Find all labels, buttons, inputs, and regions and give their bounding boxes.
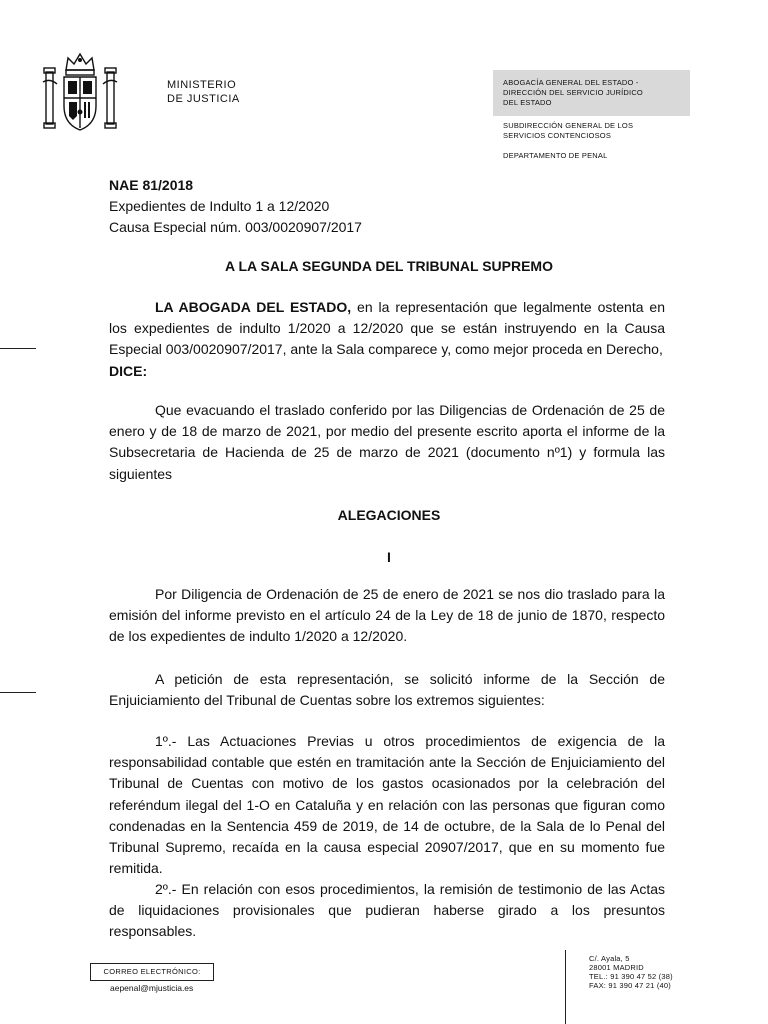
address-line-2: 28001 MADRID	[589, 963, 644, 972]
nae-reference: NAE 81/2018	[109, 177, 194, 193]
paragraph-3	[109, 669, 665, 711]
case-references	[109, 175, 362, 238]
addressee-heading: A LA SALA SEGUNDA DEL TRIBUNAL SUPREMO	[225, 258, 553, 274]
paragraph-1	[109, 400, 665, 485]
agency-line-3: DEL ESTADO	[503, 98, 552, 107]
ministry-name	[167, 78, 240, 106]
intro-text: en la representación que legalmente ostenta en los expedientes de indulto 1/2020 a 12/2020 que se están instruyendo en la Causa Especial 003/0020907/2017, ante la Sala comparece y, como mejor proceda en Derecho,	[109, 299, 666, 358]
subdir-line-1: SUBDIRECCIÓN GENERAL DE LOS	[503, 121, 634, 130]
paragraph-1-text: Que evacuando el traslado conferido por las Diligencias de Ordenación de 25 de enero y de 18 de marzo de 2021, por medio del presente escrito aporta el informe de la Subsecretaria de Hacienda de 25 de marzo de 2021 (documento nº1) y formula las siguientes	[109, 402, 665, 482]
paragraph-4-text: 1º.- Las Actuaciones Previas u otros procedimientos de exigencia de la responsabilidad contable que estén en tramitación ante la Sección de Enjuiciamiento del Tribunal de Cuentas con motivo de los gastos ocasionados por la celebración del referéndum ilegal del 1-O en Cataluña y en relación con las personas que figuran como condenadas en la Sentencia 459 de 2019, de 14 de octubre, de la Sala de lo Penal del Tribunal Supremo, recaída en la causa especial 20907/2017, que en su momento fue remitida.	[109, 733, 665, 877]
paragraph-4	[109, 731, 665, 879]
address-line-1: C/. Ayala, 5	[589, 954, 630, 963]
intro-bold-lead: LA ABOGADA DEL ESTADO,	[155, 299, 352, 315]
address-line-3: TEL.: 91 390 47 52 (38)	[589, 972, 673, 981]
paragraph-2	[109, 584, 665, 648]
email-label-box: CORREO ELECTRÓNICO:	[90, 963, 214, 981]
address-line-4: FAX: 91 390 47 21 (40)	[589, 981, 671, 990]
section-number: I	[387, 549, 391, 565]
margin-fold-mark	[0, 348, 36, 349]
margin-fold-mark	[0, 692, 36, 693]
agency-line-1: ABOGACÍA GENERAL DEL ESTADO -	[503, 78, 639, 87]
email-address: aepenal@mjusticia.es	[110, 983, 194, 993]
paragraph-5-text: 2º.- En relación con esos procedimientos, la remisión de testimonio de las Actas de liquidaciones provisionales que pudieran haberse girado a los presuntos responsables.	[109, 881, 665, 940]
ministry-line-2: DE JUSTICIA	[167, 93, 240, 105]
intro-paragraph	[109, 297, 665, 382]
department: DEPARTAMENTO DE PENAL	[503, 151, 608, 160]
section-title: ALEGACIONES	[337, 507, 441, 523]
paragraph-5	[109, 879, 665, 943]
expedientes-reference: Expedientes de Indulto 1 a 12/2020	[109, 198, 330, 214]
subdirectorate	[503, 121, 688, 141]
agency-box	[493, 70, 690, 116]
postal-address	[589, 954, 673, 990]
subdir-line-2: SERVICIOS CONTENCIOSOS	[503, 131, 612, 140]
ministry-line-1: MINISTERIO	[167, 79, 237, 91]
footer-divider	[565, 950, 566, 1024]
agency-line-2: DIRECCIÓN DEL SERVICIO JURÍDICO	[503, 88, 643, 97]
dice-label: DICE:	[109, 362, 148, 379]
causa-reference: Causa Especial núm. 003/0020907/2017	[109, 219, 362, 235]
coat-of-arms-icon	[42, 50, 118, 134]
paragraph-3-text: A petición de esta representación, se solicitó informe de la Sección de Enjuiciamiento del Tribunal de Cuentas sobre los extremos siguientes:	[109, 671, 665, 709]
paragraph-2-text: Por Diligencia de Ordenación de 25 de enero de 2021 se nos dio traslado para la emisión del informe previsto en el artículo 24 de la Ley de 18 de junio de 1870, respecto de los expedientes de indulto 1/2020 a 12/2020.	[109, 586, 665, 645]
